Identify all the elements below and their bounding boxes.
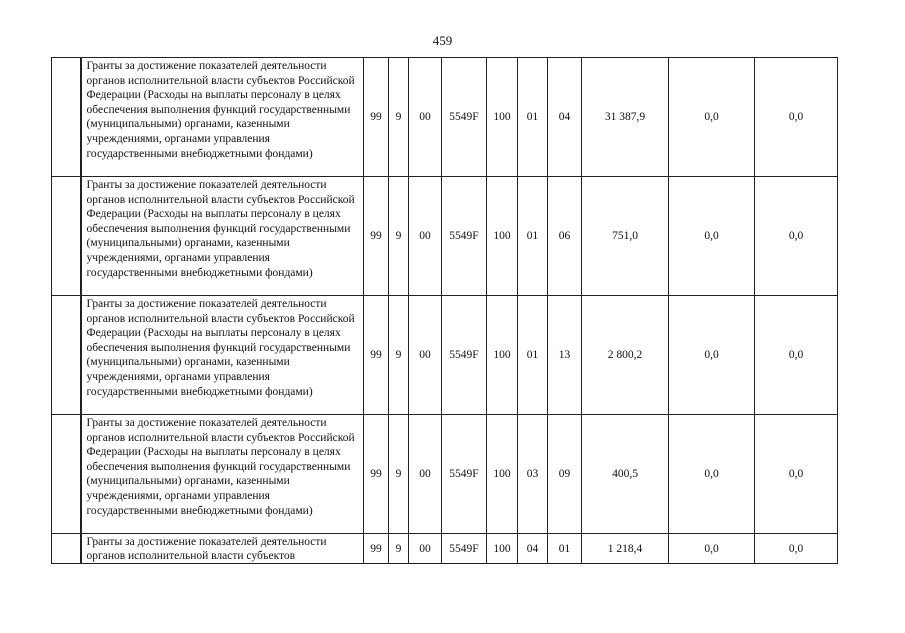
amount-cell: 0,0 xyxy=(669,534,755,564)
code-cell: 5549F xyxy=(442,415,487,534)
code-cell: 00 xyxy=(409,534,442,564)
amount-cell: 1 218,4 xyxy=(582,534,669,564)
amount-cell: 2 800,2 xyxy=(582,296,669,415)
description-cell: Гранты за достижение показателей деятельности органов исполнительной власти субъектов Российской Федерации (Расходы на выплаты персоналу в целях обеспечения выполнения функций государственными (муниципальными) органами, казенными учреждениями, органами управления государственными внебюджетными фондами) xyxy=(81,58,364,177)
page-number: 459 xyxy=(432,33,453,48)
code-cell: 100 xyxy=(487,177,518,296)
row-number-cell xyxy=(52,296,81,415)
table-row xyxy=(52,296,838,415)
code-cell: 100 xyxy=(487,534,518,564)
amount-cell: 31 387,9 xyxy=(582,58,669,177)
amount-cell: 0,0 xyxy=(755,296,838,415)
code-cell: 00 xyxy=(409,415,442,534)
code-cell: 04 xyxy=(518,534,548,564)
code-cell: 100 xyxy=(487,58,518,177)
table-row xyxy=(52,177,838,296)
amount-cell: 0,0 xyxy=(669,296,755,415)
amount-cell: 400,5 xyxy=(582,415,669,534)
code-cell: 5549F xyxy=(442,58,487,177)
code-cell: 99 xyxy=(364,534,389,564)
code-cell: 9 xyxy=(389,415,409,534)
amount-cell: 0,0 xyxy=(755,534,838,564)
description-cell: Гранты за достижение показателей деятельности органов исполнительной власти субъектов xyxy=(81,534,364,564)
code-cell: 9 xyxy=(389,58,409,177)
code-cell: 00 xyxy=(409,58,442,177)
table-row xyxy=(52,415,838,534)
code-cell: 06 xyxy=(548,177,582,296)
amount-cell: 0,0 xyxy=(669,58,755,177)
description-cell: Гранты за достижение показателей деятельности органов исполнительной власти субъектов Российской Федерации (Расходы на выплаты персоналу в целях обеспечения выполнения функций государственными (муниципальными) органами, казенными учреждениями, органами управления государственными внебюджетными фондами) xyxy=(81,296,364,415)
amount-cell: 0,0 xyxy=(669,415,755,534)
table-row xyxy=(52,58,838,177)
code-cell: 5549F xyxy=(442,296,487,415)
amount-cell: 751,0 xyxy=(582,177,669,296)
table-row xyxy=(52,534,838,564)
code-cell: 5549F xyxy=(442,534,487,564)
code-cell: 04 xyxy=(548,58,582,177)
code-cell: 01 xyxy=(548,534,582,564)
code-cell: 100 xyxy=(487,296,518,415)
description-cell: Гранты за достижение показателей деятельности органов исполнительной власти субъектов Российской Федерации (Расходы на выплаты персоналу в целях обеспечения выполнения функций государственными (муниципальными) органами, казенными учреждениями, органами управления государственными внебюджетными фондами) xyxy=(81,415,364,534)
code-cell: 9 xyxy=(389,534,409,564)
amount-cell: 0,0 xyxy=(669,177,755,296)
budget-table xyxy=(51,57,838,564)
amount-cell: 0,0 xyxy=(755,177,838,296)
amount-cell: 0,0 xyxy=(755,415,838,534)
code-cell: 01 xyxy=(518,296,548,415)
code-cell: 9 xyxy=(389,177,409,296)
code-cell: 99 xyxy=(364,415,389,534)
row-number-cell xyxy=(52,58,81,177)
code-cell: 00 xyxy=(409,177,442,296)
code-cell: 5549F xyxy=(442,177,487,296)
row-number-cell xyxy=(52,415,81,534)
amount-cell: 0,0 xyxy=(755,58,838,177)
code-cell: 99 xyxy=(364,58,389,177)
code-cell: 99 xyxy=(364,296,389,415)
code-cell: 00 xyxy=(409,296,442,415)
code-cell: 100 xyxy=(487,415,518,534)
code-cell: 13 xyxy=(548,296,582,415)
code-cell: 03 xyxy=(518,415,548,534)
row-number-cell xyxy=(52,534,81,564)
description-cell: Гранты за достижение показателей деятельности органов исполнительной власти субъектов Российской Федерации (Расходы на выплаты персоналу в целях обеспечения выполнения функций государственными (муниципальными) органами, казенными учреждениями, органами управления государственными внебюджетными фондами) xyxy=(81,177,364,296)
code-cell: 01 xyxy=(518,177,548,296)
code-cell: 99 xyxy=(364,177,389,296)
row-number-cell xyxy=(52,177,81,296)
code-cell: 09 xyxy=(548,415,582,534)
code-cell: 9 xyxy=(389,296,409,415)
code-cell: 01 xyxy=(518,58,548,177)
